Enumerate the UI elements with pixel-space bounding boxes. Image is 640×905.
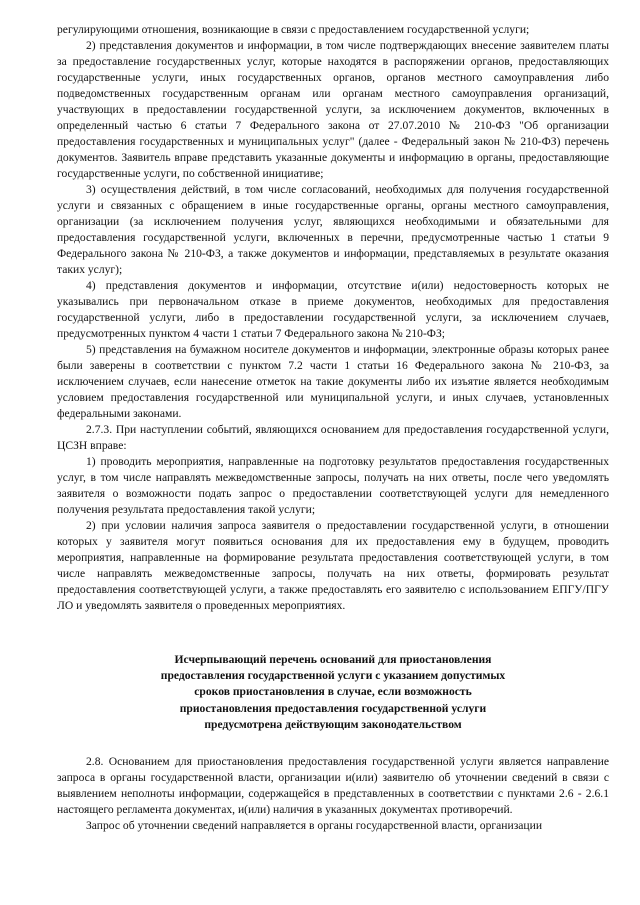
paragraph-continuation: регулирующими отношения, возникающие в связи с предоставлением государственной услуги;: [57, 23, 530, 36]
paragraph-clause-item-1: 1) проводить мероприятия, направленные на подготовку результатов предоставления государственных услуг, в том числе направлять межведомственные запросы, получать на них ответы, после чего уведомлять заявителя о возможности подать запрос о предоставлении соответствующей услуги для немедленного получения результата предоставления такой услуги;: [57, 455, 609, 516]
heading-line: предусмотрена действующим законодательством: [204, 717, 462, 731]
heading-line: предоставления государственной услуги с указанием допустимых: [160, 669, 506, 683]
paragraph-item-3: 3) осуществления действий, в том числе согласований, необходимых для получения государственной услуги и связанных с обращением в иные государственные органы, органы местного самоуправления, организации (за исключением получения услуг, являющихся необходимыми и обязательными для предоставления государственной услуги, включенных в перечни, предусмотренные частью 1 статьи 9 Федерального закона № 210-ФЗ, а также документов и информации, представляемых в результате оказания таких услуг);: [57, 183, 609, 276]
paragraph-item-2: 2) представления документов и информации, в том числе подтверждающих внесение заявителем платы за предоставление государственных услуг, которые находятся в распоряжении органов, предоставляющих государственные услуги, иных государственных органов, органов местного самоуправления либо подведомственных государственным органам или органам местного самоуправления организаций, участвующих в предоставлении государственной услуги, за исключением документов, включенных в определенный частью 6 статьи 7 Федерального закона от 27.07.2010 № 210-ФЗ "Об организации предоставления государственных и муниципальных услуг" (далее - Федеральный закон № 210-ФЗ) перечень документов. Заявитель вправе представить указанные документы и информацию в органы, предоставляющие государственные услуги, по собственной инициативе;: [57, 39, 609, 180]
heading-line: сроков приостановления в случае, если возможность: [194, 685, 472, 699]
document-page: [57, 22, 609, 834]
paragraph-item-4: 4) представления документов и информации, отсутствие и(или) недостоверность которых не указывались при первоначальном отказе в приеме документов, необходимых для предоставления государственной услуги, либо в предоставлении государственной услуги, за исключением случаев, предусмотренных пунктом 4 части 1 статьи 7 Федерального закона № 210-ФЗ;: [57, 279, 609, 340]
paragraph-clause-item-2: 2) при условии наличия запроса заявителя о предоставлении государственной услуги, в отношении которых у заявителя могут появиться основания для их предоставления ему в будущем, проводить мероприятия, направленные на формирование результата предоставления соответствующей услуги, в том числе направлять межведомственные запросы, получать на них ответы, формировать результат предоставления соответствующей услуги, а также предоставлять его заявителю с использованием ЕПГУ/ПГУ ЛО и уведомлять заявителя о проведенных мероприятиях.: [57, 519, 609, 612]
heading-line: приостановления предоставления государственной услуги: [179, 701, 487, 715]
paragraph-request-clarification: Запрос об уточнении сведений направляется в органы государственной власти, организации: [86, 819, 543, 833]
paragraph-clause-2-7-3: 2.7.3. При наступлении событий, являющихся основанием для предоставления государственной услуги, ЦСЗН вправе:: [57, 423, 609, 452]
spacer: [57, 743, 609, 754]
heading-line: Исчерпывающий перечень оснований для приостановления: [174, 653, 492, 666]
section-heading: [57, 652, 609, 733]
paragraph-item-5: 5) представления на бумажном носителе документов и информации, электронные образы которых ранее были заверены в соответствии с пунктом 7.2 части 1 статьи 16 Федерального закона № 210-ФЗ, за исключением случаев, если нанесение отметок на такие документы либо их изъятие является необходимым условием предоставления государственной или муниципальной услуги, и иных случаев, установленных федеральными законами.: [57, 343, 609, 420]
paragraph-clause-2-8: 2.8. Основанием для приостановления предоставления государственной услуги является направление запроса в органы государственной власти, организации и(или) заявителю об уточнении сведений в связи с выявлением неполноты информации, содержащейся в представленных в соответствии с пунктами 2.6 - 2.6.1 настоящего регламента документах, и(или) наличия в указанных документах противоречий.: [57, 755, 609, 817]
